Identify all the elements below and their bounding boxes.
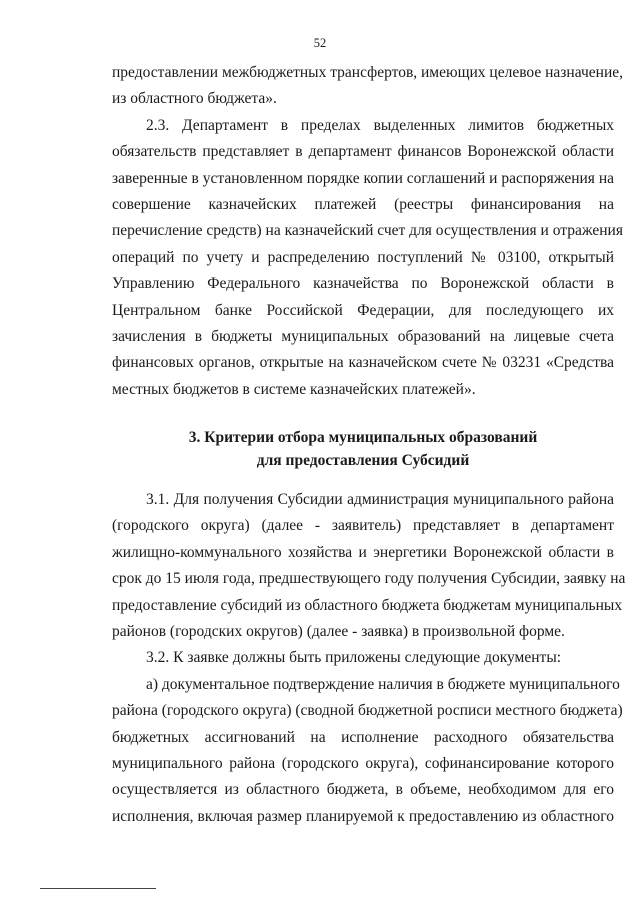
text-line: срок до 15 июля года, предшествующего году получения Субсидии, заявку на	[112, 570, 626, 588]
word: казначейских	[208, 195, 297, 213]
word: совершение	[112, 195, 191, 213]
text-line: обязательств представляет в департамент финансов Воронежской области	[112, 143, 614, 161]
paragraph-block-top	[112, 60, 624, 403]
section-heading-line: для предоставления Субсидий	[256, 452, 470, 469]
text-line: Центральном банке Российской Федерации, для последующего их	[112, 301, 614, 319]
word: (реестры	[394, 195, 454, 213]
text-line: заверенные в установленном порядке копии соглашений и распоряжения на	[112, 169, 614, 187]
text-line: муниципального района (городского округа), софинансирование которого	[112, 754, 614, 772]
text-line: жилищно-коммунального хозяйства и энергетики Воронежской области в	[112, 543, 614, 561]
section-heading-line: 3. Критерии отбора муниципальных образований	[188, 429, 538, 446]
text-line	[112, 192, 614, 218]
text-line: осуществляется из областного бюджета, в объеме, необходимом для его	[112, 781, 614, 799]
text-line: а) документальное подтверждение наличия в бюджете муниципального	[146, 675, 620, 693]
text-line: предоставлении межбюджетных трансфертов, имеющих целевое назначение,	[112, 64, 624, 81]
text-line: 3.1. Для получения Субсидии администрация муниципального района	[146, 491, 614, 508]
paragraph-block-bottom	[112, 487, 626, 830]
text-line: бюджетных ассигнований на исполнение расходного обязательства	[112, 728, 614, 746]
text-line: (городского округа) (далее - заявитель) представляет в департамент	[112, 517, 614, 535]
text-line: исполнения, включая размер планируемой к предоставлению из областного	[112, 807, 614, 825]
text-line: предоставление субсидий из областного бюджета бюджетам муниципальных	[112, 596, 623, 614]
word: финансирования	[470, 195, 582, 213]
text-line: районов (городских округов) (далее - заявка) в произвольной форме.	[112, 622, 565, 640]
text-line: района (городского округа) (сводной бюджетной росписи местного бюджета)	[112, 702, 623, 720]
text-line: операций по учету и распределению поступлений № 03100, открытый	[112, 248, 614, 266]
word: на	[598, 195, 614, 213]
text-line: местных бюджетов в системе казначейских платежей».	[112, 380, 476, 398]
text-line: 3.2. К заявке должны быть приложены следующие документы:	[146, 649, 562, 667]
text-line: Управлению Федерального казначейства по Воронежской области в	[112, 275, 614, 293]
word: платежей	[314, 195, 377, 213]
text-line: перечисление средств) на казначейский счет для осуществления и отражения	[112, 222, 623, 240]
section-heading	[112, 426, 614, 472]
text-line: финансовых органов, открытые на казначейском счете № 03231 «Средства	[112, 354, 614, 372]
footnote-divider	[40, 888, 156, 889]
text-line: 2.3. Департамент в пределах выделенных лимитов бюджетных	[146, 116, 614, 134]
text-line: из областного бюджета».	[112, 90, 277, 108]
page-number: 52	[313, 36, 327, 50]
text-line: зачисления в бюджеты муниципальных образований на лицевые счета	[112, 327, 614, 345]
